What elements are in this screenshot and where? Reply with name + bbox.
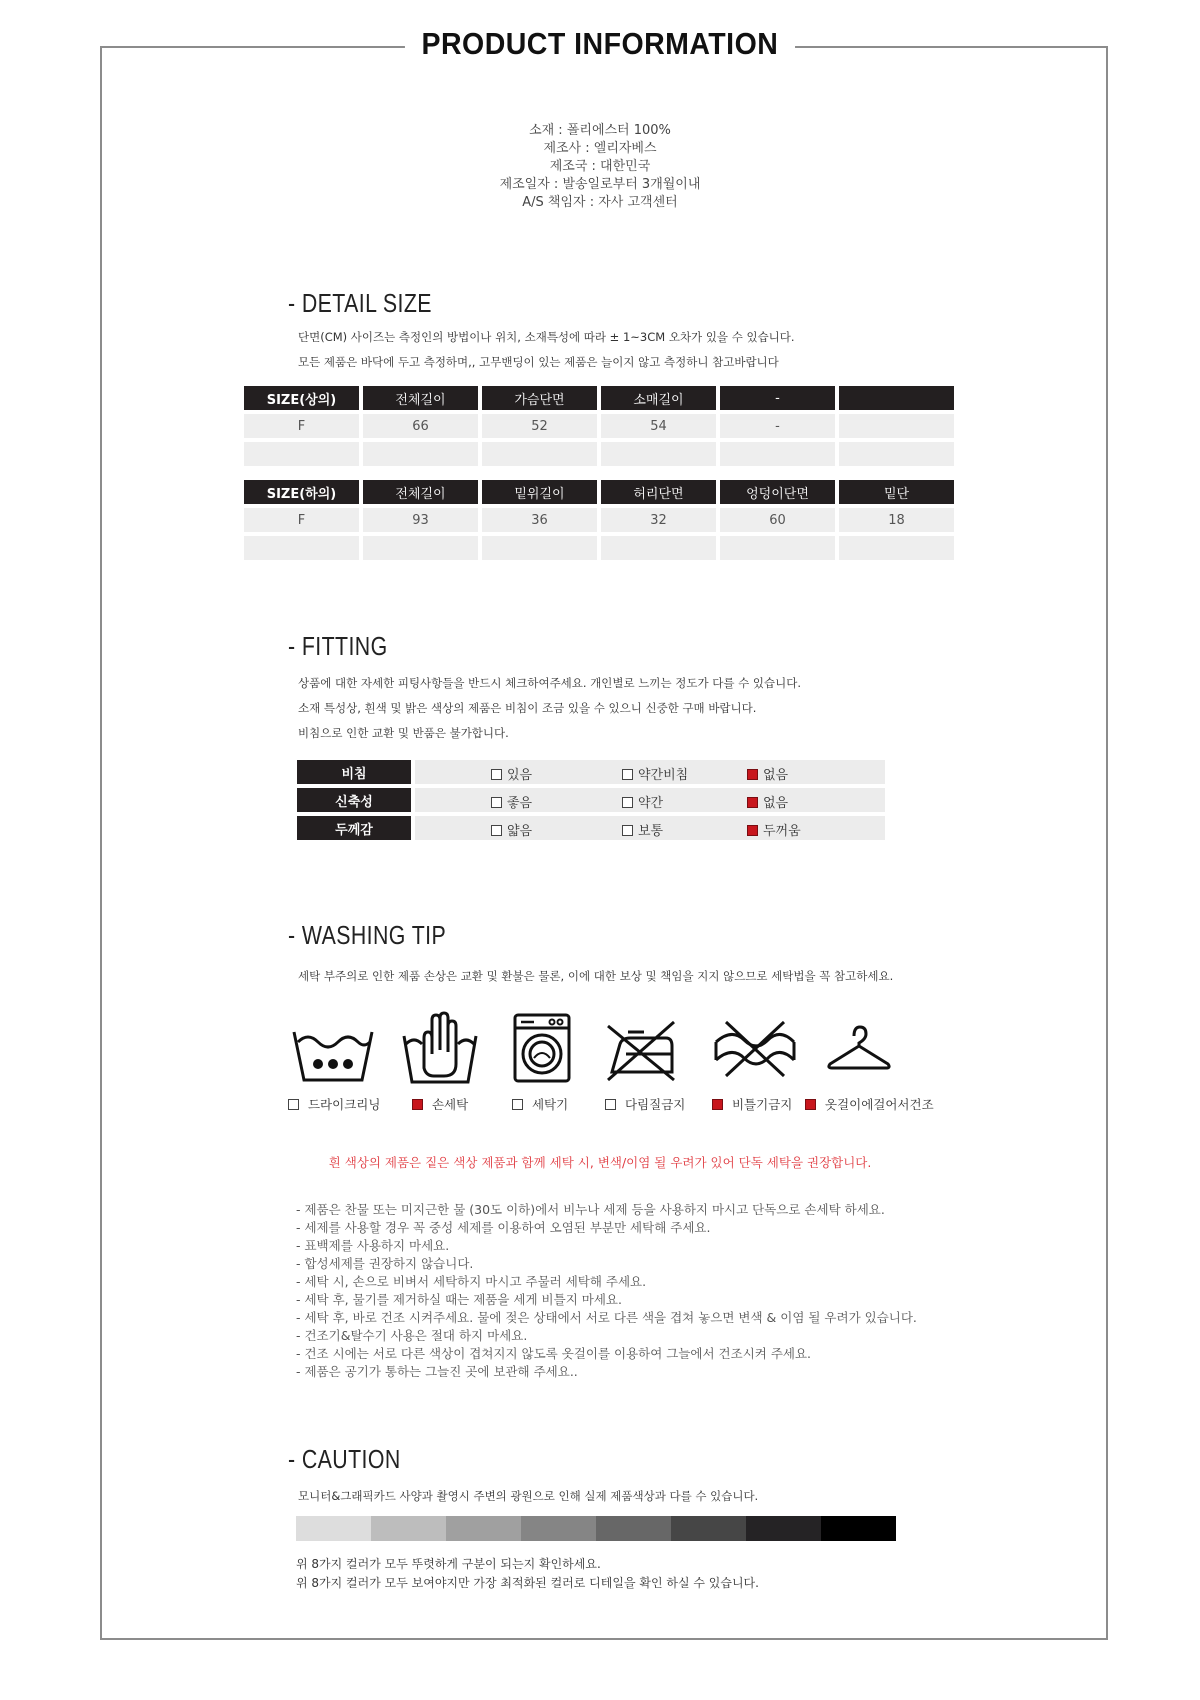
color-swatch [821, 1516, 896, 1541]
bottom-size-table [240, 476, 958, 564]
detail-desc-line: 모든 제품은 바닥에 두고 측정하며,, 고무밴딩이 있는 제품은 늘이지 않고 측정하니 참고바랍니다 [298, 355, 779, 369]
washing-icons [0, 1010, 1200, 1090]
color-swatches [296, 1516, 896, 1541]
bottom-size-header-cell: 전체길이 [363, 480, 478, 504]
top-size-cell [601, 442, 716, 466]
washing-option-label: 세탁기 [531, 1097, 569, 1112]
bottom-size-cell [720, 536, 835, 560]
fitting-option[interactable] [491, 764, 532, 783]
fitting-option[interactable] [747, 792, 788, 811]
fitting-option-label: 약간 [638, 796, 664, 811]
top-size-row [244, 442, 954, 466]
no-iron-icon [604, 1018, 678, 1086]
top-size-header-cell: SIZE(상의) [244, 386, 359, 410]
top-size-cell: 52 [482, 414, 597, 438]
fitting-option-label: 좋음 [507, 796, 533, 811]
color-swatch [446, 1516, 521, 1541]
top-size-cell [244, 442, 359, 466]
unchecked-box-icon[interactable] [288, 1099, 299, 1110]
washing-title: - WASHING TIP [288, 920, 447, 950]
fitting-option[interactable] [747, 820, 801, 839]
checked-box-icon[interactable] [712, 1099, 723, 1110]
color-swatch [521, 1516, 596, 1541]
washing-option-label: 드라이크리닝 [307, 1097, 381, 1112]
color-swatch [746, 1516, 821, 1541]
unchecked-box-icon[interactable] [512, 1099, 523, 1110]
page-title: PRODUCT INFORMATION [405, 26, 795, 62]
caution-notes [296, 1555, 759, 1593]
dry-clean-icon [290, 1018, 376, 1088]
color-swatch [371, 1516, 446, 1541]
washing-tip: - 제품은 찬물 또는 미지근한 물 (30도 이하)에서 비누나 세제 등을 사용하지 마시고 단독으로 손세탁 하세요. [296, 1202, 885, 1217]
title-bar [0, 26, 1200, 62]
color-swatch [671, 1516, 746, 1541]
unchecked-box-icon[interactable] [622, 797, 633, 808]
fitting-option[interactable] [622, 820, 663, 839]
bottom-size-cell [244, 536, 359, 560]
washing-tip: - 건조 시에는 서로 다른 색상이 겹쳐지지 않도록 옷걸이를 이용하여 그늘에서 건조시켜 주세요. [296, 1346, 812, 1361]
fitting-desc-line: 상품에 대한 자세한 피팅사항들을 반드시 체크하여주세요. 개인별로 느끼는 정도가 다를 수 있습니다. [298, 676, 801, 690]
unchecked-box-icon[interactable] [605, 1099, 616, 1110]
bottom-size-cell: 36 [482, 508, 597, 532]
caution-note: 위 8가지 컬러가 모두 보여야지만 가장 최적화된 컬러로 디테일을 확인 하실 수 있습니다. [296, 1576, 759, 1590]
fitting-row-label: 비침 [297, 760, 411, 784]
fitting-option-label: 없음 [763, 796, 789, 811]
bottom-size-cell: 32 [601, 508, 716, 532]
washing-option-label: 다림질금지 [624, 1097, 686, 1112]
fitting-row-label: 신축성 [297, 788, 411, 812]
color-swatch [296, 1516, 371, 1541]
top-size-row [244, 414, 954, 438]
fitting-options [415, 788, 885, 812]
top-size-header-cell [839, 386, 954, 410]
top-size-cell [839, 442, 954, 466]
bottom-size-cell: 18 [839, 508, 954, 532]
fitting-option[interactable] [622, 792, 663, 811]
unchecked-box-icon[interactable] [491, 797, 502, 808]
fitting-option-label: 있음 [507, 768, 533, 783]
washing-desc [298, 964, 893, 989]
info-date: 제조일자 : 발송일로부터 3개월이내 [499, 177, 701, 192]
fitting-row [297, 788, 885, 812]
caution-desc [298, 1484, 758, 1509]
info-manufacturer: 제조사 : 엘리자베스 [543, 141, 657, 156]
bottom-size-cell [363, 536, 478, 560]
washing-option-label: 비틀기금지 [731, 1097, 793, 1112]
washing-option[interactable] [605, 1095, 685, 1113]
washing-option-label: 손세탁 [431, 1097, 469, 1112]
bottom-size-cell: F [244, 508, 359, 532]
top-size-header-cell: 가슴단면 [482, 386, 597, 410]
fitting-option-label: 보통 [638, 824, 664, 839]
bottom-size-header-cell: 밑단 [839, 480, 954, 504]
fitting-option-label: 얇음 [507, 824, 533, 839]
top-size-header-cell: 소매길이 [601, 386, 716, 410]
washing-tip: - 세탁 후, 바로 건조 시켜주세요. 물에 젖은 상태에서 서로 다른 색을 겹쳐 놓으면 변색 & 이염 될 우려가 있습니다. [296, 1310, 917, 1325]
bottom-size-cell [601, 536, 716, 560]
washing-machine-icon [512, 1012, 572, 1084]
color-swatch [596, 1516, 671, 1541]
bottom-size-cell [839, 536, 954, 560]
bottom-size-header-cell: SIZE(하의) [244, 480, 359, 504]
top-size-cell: - [720, 414, 835, 438]
fitting-desc-line: 소재 특성상, 흰색 및 밝은 색상의 제품은 비침이 조금 있을 수 있으니 신중한 구매 바랍니다. [298, 701, 757, 715]
washing-tip: - 표백제를 사용하지 마세요. [296, 1238, 450, 1253]
bottom-size-cell: 93 [363, 508, 478, 532]
fitting-option-label: 두꺼움 [763, 824, 801, 839]
checked-box-icon[interactable] [805, 1099, 816, 1110]
fitting-row [297, 760, 885, 784]
checked-box-icon[interactable] [747, 797, 758, 808]
washing-tip: - 세제를 사용할 경우 꼭 중성 세제를 이용하여 오염된 부분만 세탁해 주세요. [296, 1220, 711, 1235]
top-size-cell [839, 414, 954, 438]
top-size-cell [363, 442, 478, 466]
bottom-size-header-row [244, 480, 954, 504]
washing-option[interactable] [512, 1095, 568, 1113]
top-size-cell: 66 [363, 414, 478, 438]
fitting-option-label: 없음 [763, 768, 789, 783]
bottom-size-cell: 60 [720, 508, 835, 532]
washing-desc-line: 세탁 부주의로 인한 제품 손상은 교환 및 환불은 물론, 이에 대한 보상 및 책임을 지지 않으므로 세탁법을 꼭 참고하세요. [298, 969, 894, 983]
unchecked-box-icon[interactable] [491, 769, 502, 780]
top-size-cell [720, 442, 835, 466]
washing-tip: - 합성세제를 권장하지 않습니다. [296, 1256, 474, 1271]
washing-note: 흰 색상의 제품은 짙은 색상 제품과 함께 세탁 시, 변색/이염 될 우려가 있어 단독 세탁을 권장합니다. [328, 1155, 872, 1170]
bottom-size-header-cell: 엉덩이단면 [720, 480, 835, 504]
fitting-table [293, 756, 889, 844]
washing-tip: - 세탁 시, 손으로 비벼서 세탁하지 마시고 주물러 세탁해 주세요. [296, 1274, 647, 1289]
detail-size-title: - DETAIL SIZE [288, 288, 432, 318]
hanger-icon [826, 1024, 892, 1074]
caution-desc-line: 모니터&그래픽카드 사양과 촬영시 주변의 광원으로 인해 실제 제품색상과 다를 수 있습니다. [298, 1489, 759, 1503]
fitting-option[interactable] [622, 764, 688, 783]
checked-box-icon[interactable] [412, 1099, 423, 1110]
checked-box-icon[interactable] [747, 825, 758, 836]
fitting-option-label: 약간비침 [638, 768, 689, 783]
top-size-header-cell: 전체길이 [363, 386, 478, 410]
fitting-option[interactable] [491, 792, 532, 811]
top-size-header-cell: - [720, 386, 835, 410]
caution-title: - CAUTION [288, 1444, 401, 1474]
hand-wash-icon [400, 1010, 480, 1088]
product-info [0, 122, 1200, 212]
fitting-row-label: 두께감 [297, 816, 411, 840]
washing-tip: - 세탁 후, 물기를 제거하실 때는 제품을 세게 비틀지 마세요. [296, 1292, 622, 1307]
info-as: A/S 책임자 : 자사 고객센터 [522, 195, 678, 210]
fitting-options [415, 816, 885, 840]
unchecked-box-icon[interactable] [622, 769, 633, 780]
top-size-table [240, 382, 958, 470]
bottom-size-cell [482, 536, 597, 560]
top-size-cell: 54 [601, 414, 716, 438]
fitting-desc-line: 비침으로 인한 교환 및 반품은 불가합니다. [298, 726, 509, 740]
fitting-option[interactable] [747, 764, 788, 783]
bottom-size-row [244, 536, 954, 560]
unchecked-box-icon[interactable] [491, 825, 502, 836]
washing-option[interactable] [412, 1095, 468, 1113]
washing-option[interactable] [805, 1095, 934, 1113]
washing-tip: - 제품은 공기가 통하는 그늘진 곳에 보관해 주세요.. [296, 1364, 578, 1379]
fitting-title: - FITTING [288, 631, 388, 661]
unchecked-box-icon[interactable] [622, 825, 633, 836]
detail-size-desc [298, 325, 795, 375]
info-country: 제조국 : 대한민국 [549, 159, 651, 174]
fitting-row [297, 816, 885, 840]
washing-option-label: 옷걸이에걸어서건조 [824, 1097, 934, 1112]
fitting-desc [298, 671, 801, 746]
top-size-header-row [244, 386, 954, 410]
top-size-cell [482, 442, 597, 466]
bottom-size-header-cell: 밑위길이 [482, 480, 597, 504]
washing-tips [296, 1201, 917, 1381]
detail-desc-line: 단면(CM) 사이즈는 측정인의 방법이나 위치, 소재특성에 따라 ± 1~3CM 오차가 있을 수 있습니다. [298, 330, 795, 344]
washing-tip: - 건조기&탈수기 사용은 절대 하지 마세요. [296, 1328, 528, 1343]
no-wring-icon [712, 1018, 798, 1080]
fitting-options [415, 760, 885, 784]
caution-note: 위 8가지 컬러가 모두 뚜렷하게 구분이 되는지 확인하세요. [296, 1557, 601, 1571]
info-material: 소재 : 폴리에스터 100% [529, 123, 671, 138]
top-size-cell: F [244, 414, 359, 438]
bottom-size-row [244, 508, 954, 532]
checked-box-icon[interactable] [747, 769, 758, 780]
washing-option[interactable] [288, 1095, 380, 1113]
fitting-option[interactable] [491, 820, 532, 839]
washing-option[interactable] [712, 1095, 792, 1113]
bottom-size-header-cell: 허리단면 [601, 480, 716, 504]
washing-labels [0, 1095, 1200, 1115]
